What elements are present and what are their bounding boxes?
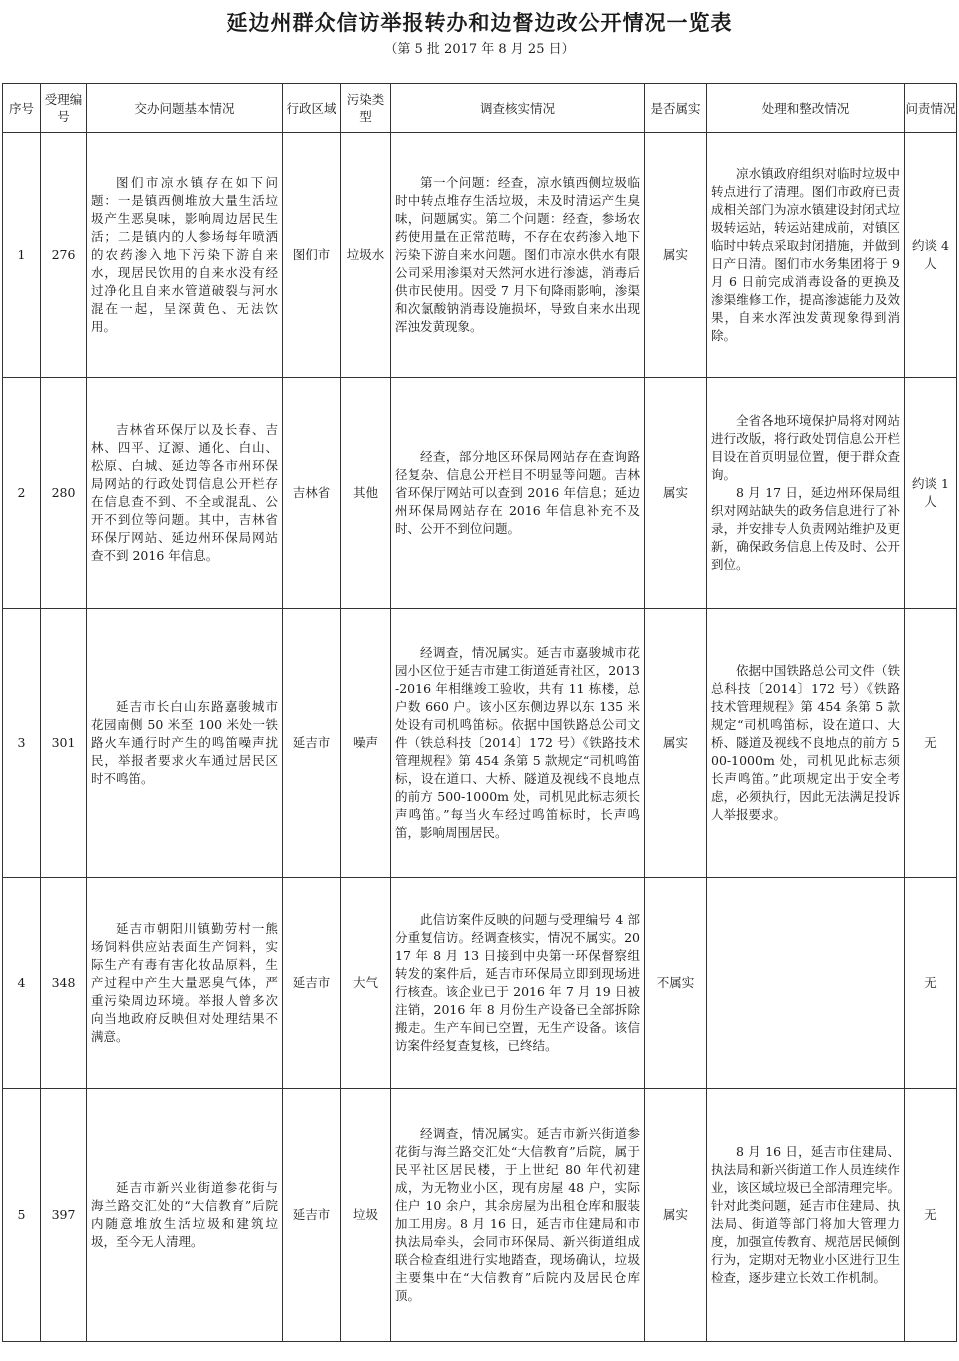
cell-accountability: 约谈 4 人 (905, 133, 957, 378)
cell-handling (707, 378, 905, 609)
cell-accept-no: 276 (41, 133, 87, 378)
cell-investigation (391, 609, 645, 878)
header-region: 行政区域 (283, 84, 341, 133)
cell-investigation-text: 此信访案件反映的问题与受理编号 4 部分重复信访。经调查核实，情况不属实。2017 年 8 月 13 日接到中央第一环保督察组转发的案件后，延吉市环保局立即到现场进行核查。该企业已于 2016 年 7 月 19 日被注销，2016 年 8 月份生产设备已全部拆除搬走。生产车间已空置，无生产设备。该信访案件经复查复核，已终结。 (395, 912, 640, 1053)
cell-verified: 不属实 (645, 878, 707, 1089)
document-subtitle: （第 5 批 2017 年 8 月 25 日） (384, 42, 575, 57)
cell-issue-text: 吉林省环保厅以及长春、吉林、四平、辽源、通化、白山、松原、白城、延边等各市州环保局网站的行政处罚信息公开栏存在信息查不到、不全或混乱、公开不到位等问题。其中，吉林省环保厅网站、延边州环保局网站查不到 2016 年信息。 (91, 422, 278, 563)
cell-investigation (391, 378, 645, 609)
cell-investigation (391, 1089, 645, 1342)
header-verified: 是否属实 (645, 84, 707, 133)
cell-seq: 4 (3, 878, 41, 1089)
cell-pollution: 垃圾 (341, 1089, 391, 1342)
cell-investigation (391, 878, 645, 1089)
table-header-row (3, 84, 957, 133)
cell-seq: 2 (3, 378, 41, 609)
cell-handling (707, 609, 905, 878)
cell-accountability: 约谈 1 人 (905, 378, 957, 609)
cell-accept-no: 397 (41, 1089, 87, 1342)
cell-handling-text-p2: 8 月 17 日，延边州环保局组织对网站缺失的政务信息进行了补录，并安排专人负责网站维护及更新，确保政务信息上传及时、公开到位。 (711, 485, 900, 572)
cell-region: 延吉市 (283, 609, 341, 878)
header-investigation: 调查核实情况 (391, 84, 645, 133)
header-accountability: 问责情况 (905, 84, 957, 133)
table-row (3, 1089, 957, 1342)
cell-verified: 属实 (645, 133, 707, 378)
header-issue: 交办问题基本情况 (87, 84, 283, 133)
cell-region: 吉林省 (283, 378, 341, 609)
header-pollution: 污染类型 (341, 84, 391, 133)
cell-accept-no: 301 (41, 609, 87, 878)
cell-seq: 3 (3, 609, 41, 878)
cell-issue (87, 133, 283, 378)
cell-accountability: 无 (905, 609, 957, 878)
cell-verified: 属实 (645, 1089, 707, 1342)
table-row (3, 378, 957, 609)
cell-region: 延吉市 (283, 1089, 341, 1342)
cell-issue (87, 878, 283, 1089)
cell-investigation-text: 经调查，情况属实。延吉市新兴街道参花街与海兰路交汇处“大信教育”后院，属于民平社区居民楼，于上世纪 80 年代初建成，为无物业小区，现有房屋 48 户，实际住户 10 余户，其余房屋为出租仓库和服装加工用房。8 月 16 日，延吉市住建局和市执法局牵头，会同市环保局、新兴街道组成联合检查组进行实地踏查，现场确认，垃圾主要集中在“大信教育”后院内及居民仓库顶。 (395, 1126, 640, 1303)
document-title: 延边州群众信访举报转办和边督边改公开情况一览表 (226, 11, 733, 35)
cell-seq: 5 (3, 1089, 41, 1342)
cell-accountability: 无 (905, 1089, 957, 1342)
cell-region: 图们市 (283, 133, 341, 378)
cell-investigation-text: 第一个问题：经查，凉水镇西侧垃圾临时中转点堆存生活垃圾，未及时清运产生臭味，问题属实。第二个问题：经查，参场农药使用量在正常范畴，不存在农药渗入地下污染下游自来水问题。图们市凉水供水有限公司采用渗渠对天然河水进行渗滤，消毒后供市民使用。因受 7 月下旬降雨影响，渗渠和次氯酸钠消毒设施损坏，导致自来水出现浑浊发黄现象。 (395, 175, 640, 334)
cell-pollution: 垃圾水 (341, 133, 391, 378)
cell-issue-text: 图们市凉水镇存在如下问题：一是镇西侧堆放大量生活垃圾产生恶臭味，影响周边居民生活；二是镇内的人参场每年喷洒的农药渗入地下污染下游自来水，现居民饮用的自来水没有经过净化且自来水管道破裂与河水混在一起，呈深黄色、无法饮用。 (91, 175, 278, 334)
cell-handling (707, 133, 905, 378)
cell-accept-no: 348 (41, 878, 87, 1089)
cell-accept-no: 280 (41, 378, 87, 609)
cell-issue-text: 延吉市长白山东路嘉骏城市花园南侧 50 米至 100 米处一铁路火车通行时产生的鸣笛噪声扰民，举报者要求火车通过居民区时不鸣笛。 (91, 699, 278, 786)
cell-handling-text: 凉水镇政府组织对临时垃圾中转点进行了清理。图们市政府已责成相关部门为凉水镇建设封闭式垃圾转运站，转运站建成前，对镇区临时中转点采取封闭措施，并做到日产日清。图们市水务集团将于 9 月 6 日前完成消毒设备的更换及渗渠维修工作，提高渗滤能力及效果，自来水浑浊发黄现象得到消除。 (711, 166, 900, 343)
cell-seq: 1 (3, 133, 41, 378)
cell-issue (87, 609, 283, 878)
cell-issue-text: 延吉市朝阳川镇勤劳村一熊场饲料供应站表面生产饲料，实际生产有毒有害化妆品原料，生产过程中产生大量恶臭气体，严重污染周边环境。举报人曾多次向当地政府反映但对处理结果不满意。 (91, 921, 278, 1044)
header-seq: 序号 (3, 84, 41, 133)
cell-issue (87, 1089, 283, 1342)
report-table (2, 83, 957, 1342)
cell-investigation (391, 133, 645, 378)
cell-issue (87, 378, 283, 609)
cell-handling-text: 8 月 16 日，延吉市住建局、执法局和新兴街道工作人员连续作业，该区域垃圾已全部清理完毕。针对此类问题，延吉市住建局、执法局、街道等部门将加大管理力度，加强宣传教育、规范居民倾倒行为，定期对无物业小区进行卫生检查，逐步建立长效工作机制。 (711, 1144, 900, 1285)
cell-handling (707, 878, 905, 1089)
cell-verified: 属实 (645, 378, 707, 609)
cell-pollution: 大气 (341, 878, 391, 1089)
cell-issue-text: 延吉市新兴业街道参花街与海兰路交汇处的“大信教育”后院内随意堆放生活垃圾和建筑垃圾，至今无人清理。 (91, 1180, 278, 1249)
cell-accountability: 无 (905, 878, 957, 1089)
cell-pollution: 噪声 (341, 609, 391, 878)
cell-pollution: 其他 (341, 378, 391, 609)
cell-region: 延吉市 (283, 878, 341, 1089)
cell-investigation-text: 经调查，情况属实。延吉市嘉骏城市花园小区位于延吉市建工街道延青社区，2013-2016 年相继竣工验收，共有 11 栋楼，总户数 660 户。该小区东侧边界以东 135 米处设有司机鸣笛标。依据中国铁路总公司文件（铁总科技〔2014〕172 号）《铁路技术管理规程》第 454 条第 5 款规定“司机鸣笛标，设在道口、大桥、隧道及视线不良地点的前方 500-1000m 处，司机见此标志须长声鸣笛。”每当火车经过鸣笛标时，长声鸣笛，影响周围居民。 (395, 645, 640, 840)
header-handling: 处理和整改情况 (707, 84, 905, 133)
cell-investigation-text: 经查，部分地区环保局网站存在查询路径复杂、信息公开栏目不明显等问题。吉林省环保厅网站可以查到 2016 年信息；延边州环保局网站存在 2016 年信息补充不及时、公开不到位问题。 (395, 449, 640, 536)
cell-handling (707, 1089, 905, 1342)
table-row (3, 878, 957, 1089)
header-accept-no: 受理编号 (41, 84, 87, 133)
cell-handling-text-p1: 全省各地环境保护局将对网站进行改版，将行政处罚信息公开栏目设在首页明显位置，便于群众查询。 (711, 413, 900, 482)
table-row (3, 609, 957, 878)
cell-handling-text: 依据中国铁路总公司文件（铁总科技〔2014〕172 号）《铁路技术管理规程》第 454 条第 5 款规定“司机鸣笛标，设在道口、大桥、隧道及视线不良地点的前方 500-1000m 处，司机见此标志须长声鸣笛。”此项规定出于安全考虑，必须执行，因此无法满足投诉人举报要求。 (711, 663, 900, 822)
cell-verified: 属实 (645, 609, 707, 878)
table-row (3, 133, 957, 378)
